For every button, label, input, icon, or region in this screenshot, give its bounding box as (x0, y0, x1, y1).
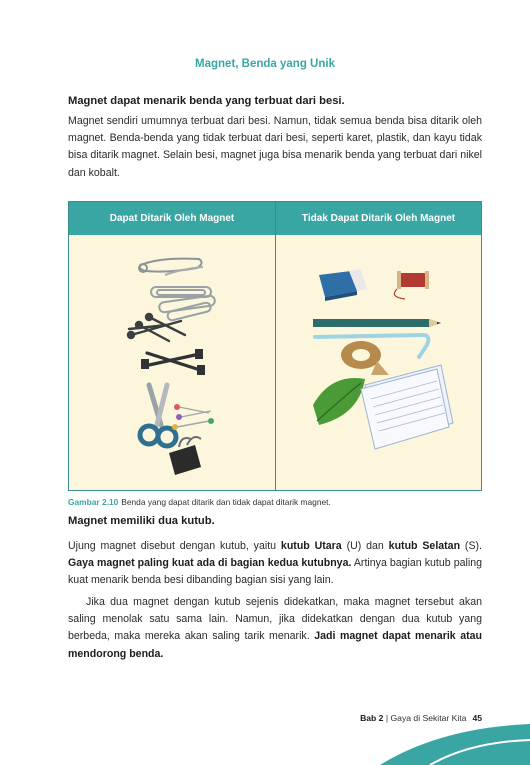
page-number: 45 (472, 713, 482, 723)
col-header-attracted: Dapat Ditarik Oleh Magnet (109, 213, 235, 224)
page-title: Magnet, Benda yang Unik (195, 58, 335, 70)
bold-statement: Gaya magnet paling kuat ada di bagian kedua kutubnya. (68, 557, 352, 570)
section1-paragraph: Magnet sendiri umumnya terbuat dari besi. Namun, tidak semua benda bisa ditarik oleh magnet. Benda-benda yang tidak terbuat dari besi, seperti karet, plastik, dan kayu tidak bisa ditarik magnet. Selain besi, magnet juga bisa menarik benda yang terbuat dari nikel dan kobalt. (68, 115, 482, 179)
bold-conclusion: Jadi magnet dapat menarik atau mendorong benda. (68, 630, 482, 660)
figure-caption-text: Benda yang dapat ditarik dan tidak dapat ditarik magnet. (121, 497, 331, 507)
figure-label: Gambar 2.10 (68, 497, 119, 507)
text-run: (U) dan (341, 540, 389, 552)
chapter-label: Bab 2 (360, 713, 384, 723)
footer-separator: | (383, 713, 391, 723)
section2-heading: Magnet memiliki dua kutub. (68, 515, 215, 527)
north-pole-term: kutub Utara (280, 540, 342, 552)
text-run: Ujung magnet disebut dengan kutub, yaitu (68, 540, 281, 552)
section1-heading: Magnet dapat menarik benda yang terbuat dari besi. (68, 95, 345, 107)
col-header-not-attracted: Tidak Dapat Ditarik Oleh Magnet (301, 213, 456, 224)
chapter-title: Gaya di Sekitar Kita (390, 713, 467, 723)
text-run: Jika dua magnet dengan kutub sejenis didekatkan, maka magnet tersebut akan saling menolak satu sama lain. Namun, jika didekatkan dengan dua kutub yang berbeda, maka mereka akan saling tarik menarik. (68, 596, 482, 643)
text-run: (S). (460, 540, 482, 552)
text-run: Artinya bagian kutub paling kuat menarik benda besi dibanding bagian sisi yang lain. (68, 557, 482, 587)
south-pole-term: kutub Selatan (388, 540, 461, 552)
